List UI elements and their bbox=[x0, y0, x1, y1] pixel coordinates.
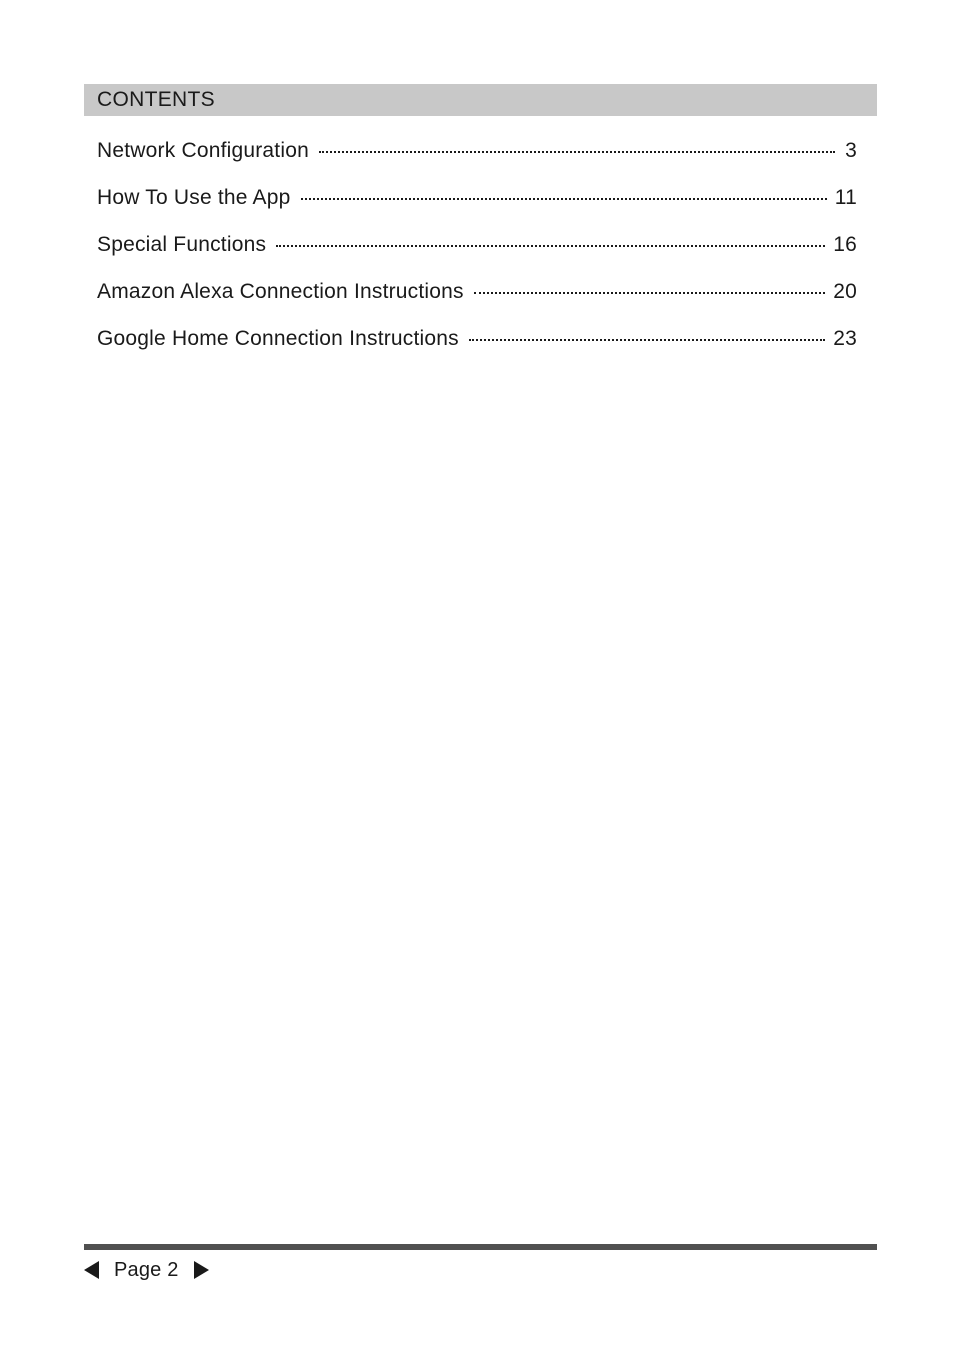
toc-entry-page-number: 20 bbox=[833, 280, 857, 303]
toc-dot-leader bbox=[319, 151, 835, 153]
footer-divider bbox=[84, 1244, 877, 1250]
toc-dot-leader bbox=[474, 292, 826, 294]
toc-entry-page-number: 11 bbox=[834, 186, 857, 209]
contents-title: CONTENTS bbox=[97, 88, 215, 111]
toc-entry-network-configuration[interactable] bbox=[97, 133, 857, 180]
page-number-label: Page 2 bbox=[114, 1258, 179, 1281]
toc-entry-label: Special Functions bbox=[97, 233, 267, 256]
triangle-right-icon[interactable] bbox=[194, 1261, 209, 1279]
toc-entry-label: Network Configuration bbox=[97, 139, 309, 162]
toc-dot-leader bbox=[301, 198, 827, 200]
toc-entry-label: Amazon Alexa Connection Instructions bbox=[97, 280, 464, 303]
toc-entry-google-home-connection[interactable] bbox=[97, 321, 857, 368]
contents-header-band bbox=[84, 84, 877, 116]
toc-entry-special-functions[interactable] bbox=[97, 227, 857, 274]
toc-dot-leader bbox=[276, 245, 825, 247]
toc-entry-label: Google Home Connection Instructions bbox=[97, 327, 459, 350]
toc-entry-label: How To Use the App bbox=[97, 186, 291, 209]
page-navigation bbox=[84, 1258, 209, 1282]
toc-entry-page-number: 3 bbox=[845, 139, 857, 162]
toc-dot-leader bbox=[469, 339, 825, 341]
toc-entry-how-to-use-the-app[interactable] bbox=[97, 180, 857, 227]
toc-entry-amazon-alexa-connection[interactable] bbox=[97, 274, 857, 321]
table-of-contents bbox=[97, 133, 857, 368]
toc-entry-page-number: 16 bbox=[833, 233, 857, 256]
triangle-left-icon[interactable] bbox=[84, 1261, 99, 1279]
toc-entry-page-number: 23 bbox=[833, 327, 857, 350]
